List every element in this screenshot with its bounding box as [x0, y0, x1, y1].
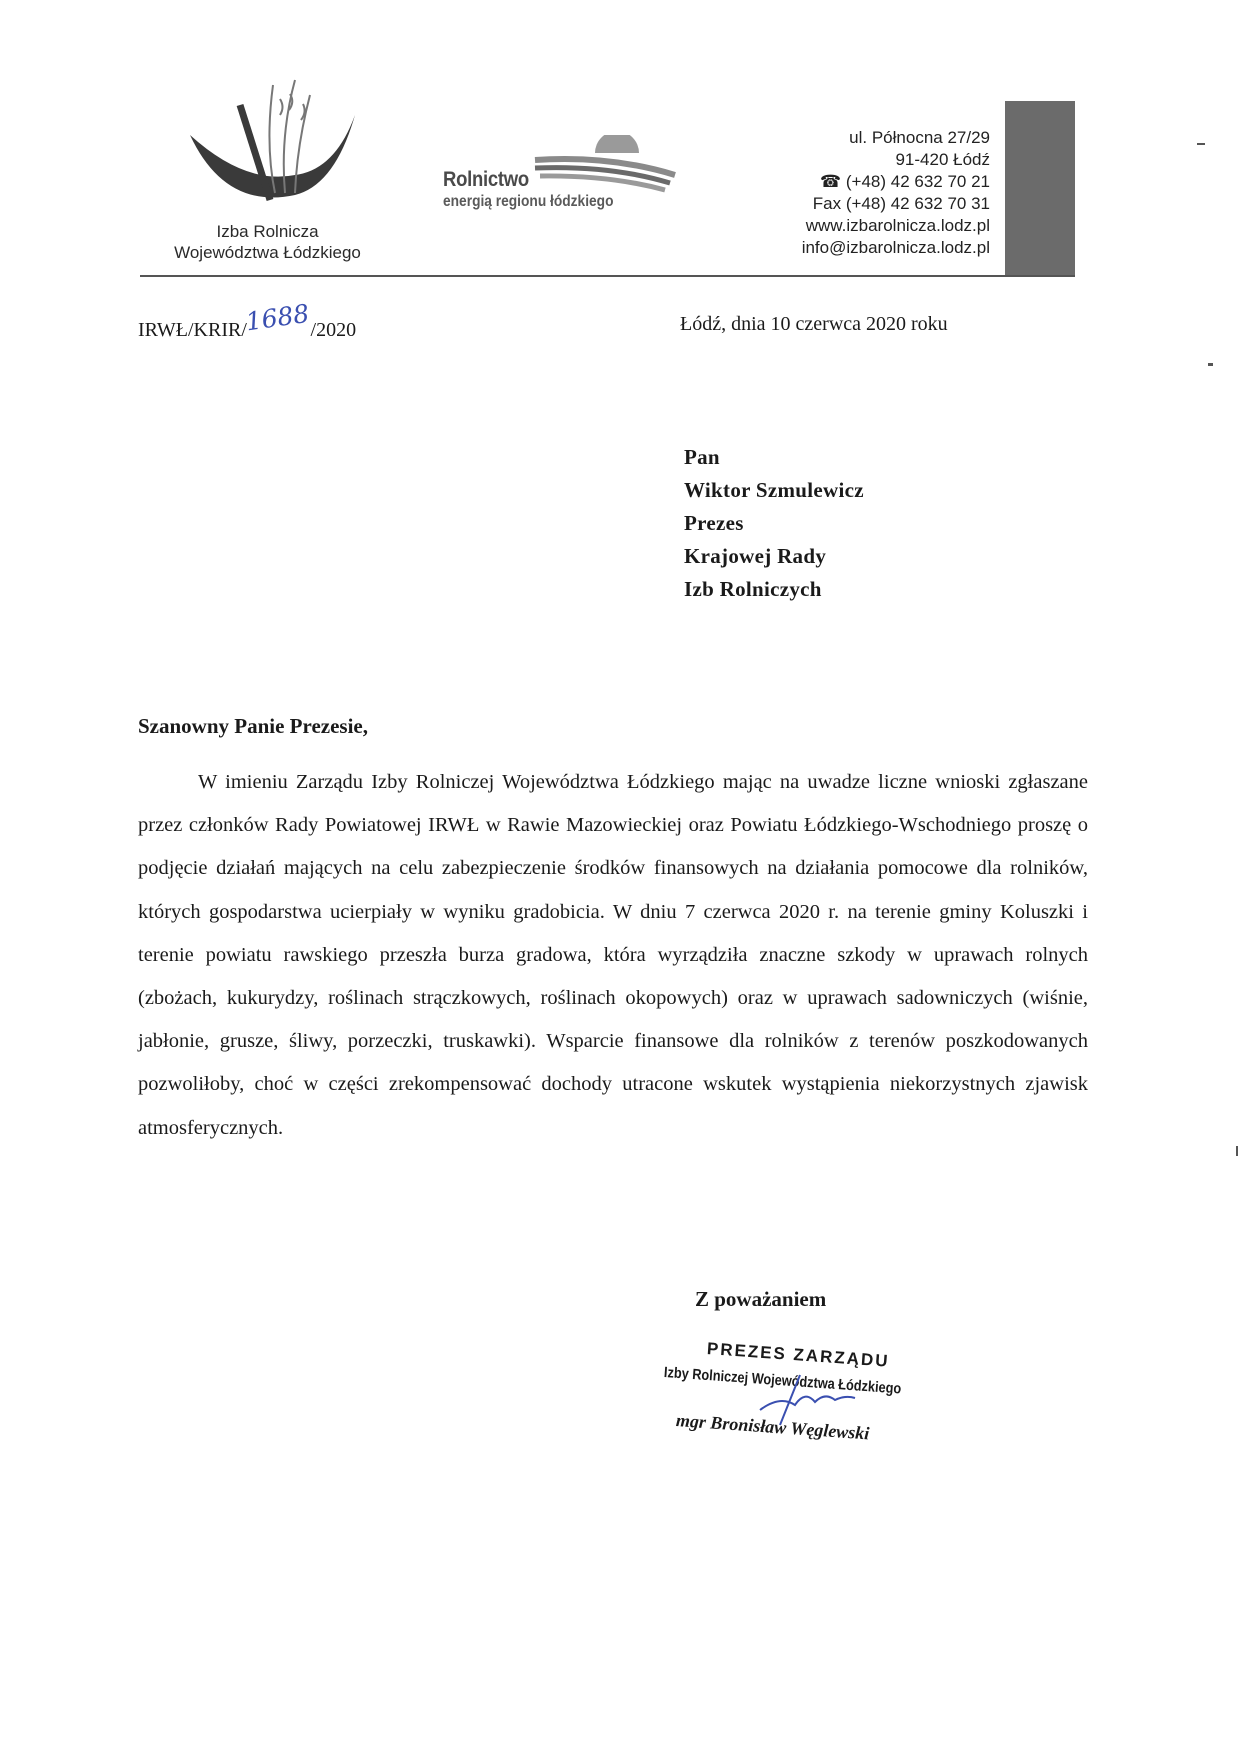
reference-number [138, 298, 357, 342]
contact-street: ul. Północna 27/29 [849, 128, 990, 147]
salutation: Szanowny Panie Prezesie, [138, 714, 368, 738]
reference-prefix: IRWŁ/KRIR/ [138, 319, 247, 341]
letter-body: W imieniu Zarządu Izby Rolniczej Województwa Łódzkiego mając na uwadze liczne wnioski zgłaszane przez członków Rady Powiatowej IRWŁ w Rawie Mazowieckiej oraz Powiatu Łódzkiego-Wschodniego proszę o podjęcie działań mających na celu zabezpieczenie środków finansowych na działania pomocowe dla rolników, których gospodarstwa ucierpiały w wyniku gradobicia. W dniu 7 czerwca 2020 r. na terenie gminy Koluszki i terenie powiatu rawskiego przeszła burza gradowa, która wyrządziła znaczne szkody w uprawach rolnych (zbożach, kukurydzy, roślinach strączkowych, roślinach okopowych) oraz w uprawach sadowniczych (wiśnie, jabłonie, grusze, śliwy, porzeczki, truskawki). Wsparcie finansowe dla rolników z terenów poszkodowanych pozwoliłoby, choć w części zrekompensować dochody utracone wskutek wystąpienia niekorzystnych zjawisk atmosferycznych. [138, 771, 1088, 1139]
addressee-line: Izb Rolniczych [684, 577, 822, 601]
addressee-line: Pan [684, 445, 720, 469]
addressee-line: Prezes [684, 511, 744, 535]
izba-rolnicza-logo [185, 75, 360, 225]
closing: Z poważaniem [695, 1287, 827, 1311]
campaign-subtitle: energią regionu łódzkiego [443, 193, 614, 210]
reference-handwritten-number: 1688 [243, 298, 311, 337]
scan-speck [1197, 143, 1205, 145]
contact-fax: Fax (+48) 42 632 70 31 [812, 194, 990, 213]
addressee-line: Krajowej Rady [684, 544, 827, 568]
header-gray-bar [1005, 101, 1075, 277]
date-line: Łódź, dnia 10 czerwca 2020 roku [680, 313, 948, 335]
org-name-line2: Województwa Łódzkiego [174, 243, 361, 262]
scan-speck [1208, 363, 1213, 366]
stamp-name: mgr Bronisław Węglewski [675, 1410, 870, 1444]
reference-suffix: /2020 [310, 319, 357, 341]
contact-phone: ☎ (+48) 42 632 70 21 [819, 172, 990, 191]
contact-city: 91-420 Łódź [895, 150, 990, 169]
contact-website: www.izbarolnicza.lodz.pl [805, 216, 990, 235]
campaign-title: Rolnictwo [443, 168, 529, 191]
stamp-title: PREZES ZARZĄDU [706, 1339, 891, 1371]
contact-email: info@izbarolnicza.lodz.pl [801, 238, 990, 257]
org-name-line1: Izba Rolnicza [216, 222, 319, 241]
stamp-organization: Izby Rolniczej Województwa Łódzkiego [663, 1364, 902, 1398]
handwritten-signature [740, 1370, 870, 1430]
addressee-line: Wiktor Szmulewicz [684, 478, 864, 502]
header-divider [140, 275, 1075, 277]
scan-speck [1236, 1146, 1238, 1156]
